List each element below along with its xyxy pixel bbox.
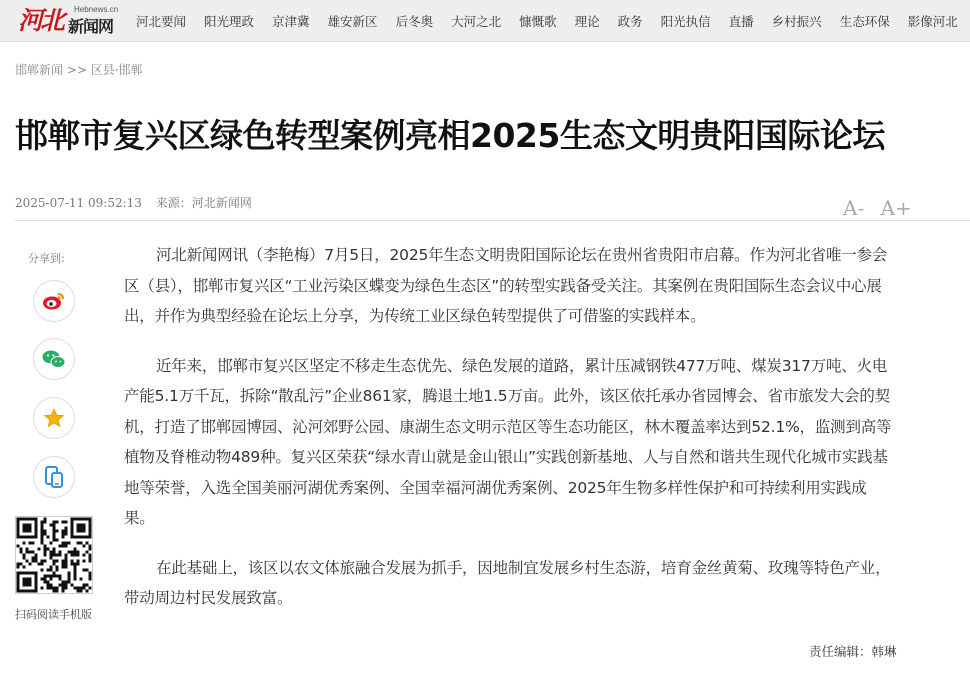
font-decrease-button[interactable]: A- (843, 196, 865, 220)
article-body (124, 240, 894, 633)
site-logo[interactable] (18, 4, 128, 38)
share-favorite-button[interactable] (33, 397, 75, 439)
mobile-icon (43, 465, 65, 489)
favorite-icon (43, 407, 65, 429)
logo-domain: Hebnews.cn (74, 5, 119, 14)
qr-code-image (16, 517, 92, 593)
breadcrumb[interactable]: 邯郸新闻 >> 区县·邯郸 (15, 63, 143, 77)
article-meta (15, 194, 262, 211)
wechat-icon (42, 349, 66, 369)
nav-item[interactable]: 大河之北 (451, 14, 502, 29)
weibo-icon (42, 291, 66, 311)
qr-label: 扫码阅读手机版 (15, 608, 92, 621)
main-nav (136, 0, 970, 42)
divider (15, 220, 970, 221)
nav-item[interactable]: 生态环保 (839, 14, 890, 29)
logo-mark: 河北 (18, 6, 63, 35)
nav-item[interactable]: 理论 (574, 14, 600, 29)
nav-item[interactable]: 政务 (617, 14, 643, 29)
nav-item[interactable]: 慷慨歌 (519, 14, 557, 29)
share-mobile-button[interactable] (33, 456, 75, 498)
nav-item[interactable]: 京津冀 (272, 14, 310, 29)
nav-item[interactable]: 河北要闻 (136, 14, 187, 29)
article-paragraph: 河北新闻网讯（李艳梅）7月5日，2025年生态文明贵阳国际论坛在贵州省贵阳市启幕。作为河北省唯一参会区（县），邯郸市复兴区“工业污染区蝶变为绿色生态区”的转型实践备受关注。其案例在贵阳国际生态会议中心展出，并作为典型经验在论坛上分享，为传统工业区绿色转型提供了可借鉴的实践样本。 (124, 246, 888, 325)
article-paragraph: 在此基础上，该区以农文体旅融合发展为抓手，因地制宜发展乡村生态游，培育金丝黄菊、玫瑰等特色产业，带动周边村民发展致富。 (124, 558, 891, 607)
nav-item[interactable]: 后冬奥 (395, 14, 434, 29)
share-weibo-button[interactable] (33, 280, 75, 322)
nav-item[interactable]: 乡村振兴 (771, 14, 822, 29)
article-paragraph: 近年来，邯郸市复兴区坚定不移走生态优先、绿色发展的道路，累计压减钢铁477万吨、煤炭317万吨、火电产能5.1万千瓦，拆除“散乱污”企业861家，腾退土地1.5万亩。此外，该区依托承办省园博会、省市旅发大会的契机，打造了邯郸园博园、沁河郊野公园、康湖生态文明示范区等生态功能区，林木覆盖率达到52.1%，监测到高等植物及脊椎动物489种。复兴区荣获“绿水青山就是金山银山”实践创新基地、人与自然和谐共生现代化城市实践基地等荣誉，入选全国美丽河湖优秀案例、全国幸福河湖优秀案例、2025年生物多样性保护和可持续利用实践成果。 (124, 356, 892, 527)
share-label: 分享到: (28, 252, 65, 265)
nav-item[interactable]: 阳光执信 (660, 14, 711, 29)
nav-item[interactable]: 雄安新区 (327, 14, 378, 29)
nav-item[interactable]: 阳光理政 (204, 14, 255, 29)
article-title: 邯郸市复兴区绿色转型案例亮相2025生态文明贵阳国际论坛 (15, 116, 885, 155)
font-size-controls (843, 196, 922, 220)
publish-datetime: 2025-07-11 09:52:13 (15, 196, 142, 210)
responsible-editor: 责任编辑：韩琳 (809, 644, 897, 659)
qr-code (15, 516, 93, 594)
top-navigation-bar (0, 0, 970, 42)
nav-item[interactable]: 直播 (728, 14, 754, 29)
share-wechat-button[interactable] (33, 338, 75, 380)
logo-site-name: 新闻网 (68, 17, 114, 36)
font-increase-button[interactable]: A+ (880, 196, 912, 220)
article-source: 来源：河北新闻网 (155, 196, 252, 210)
nav-item[interactable]: 影像河北 (907, 14, 958, 29)
